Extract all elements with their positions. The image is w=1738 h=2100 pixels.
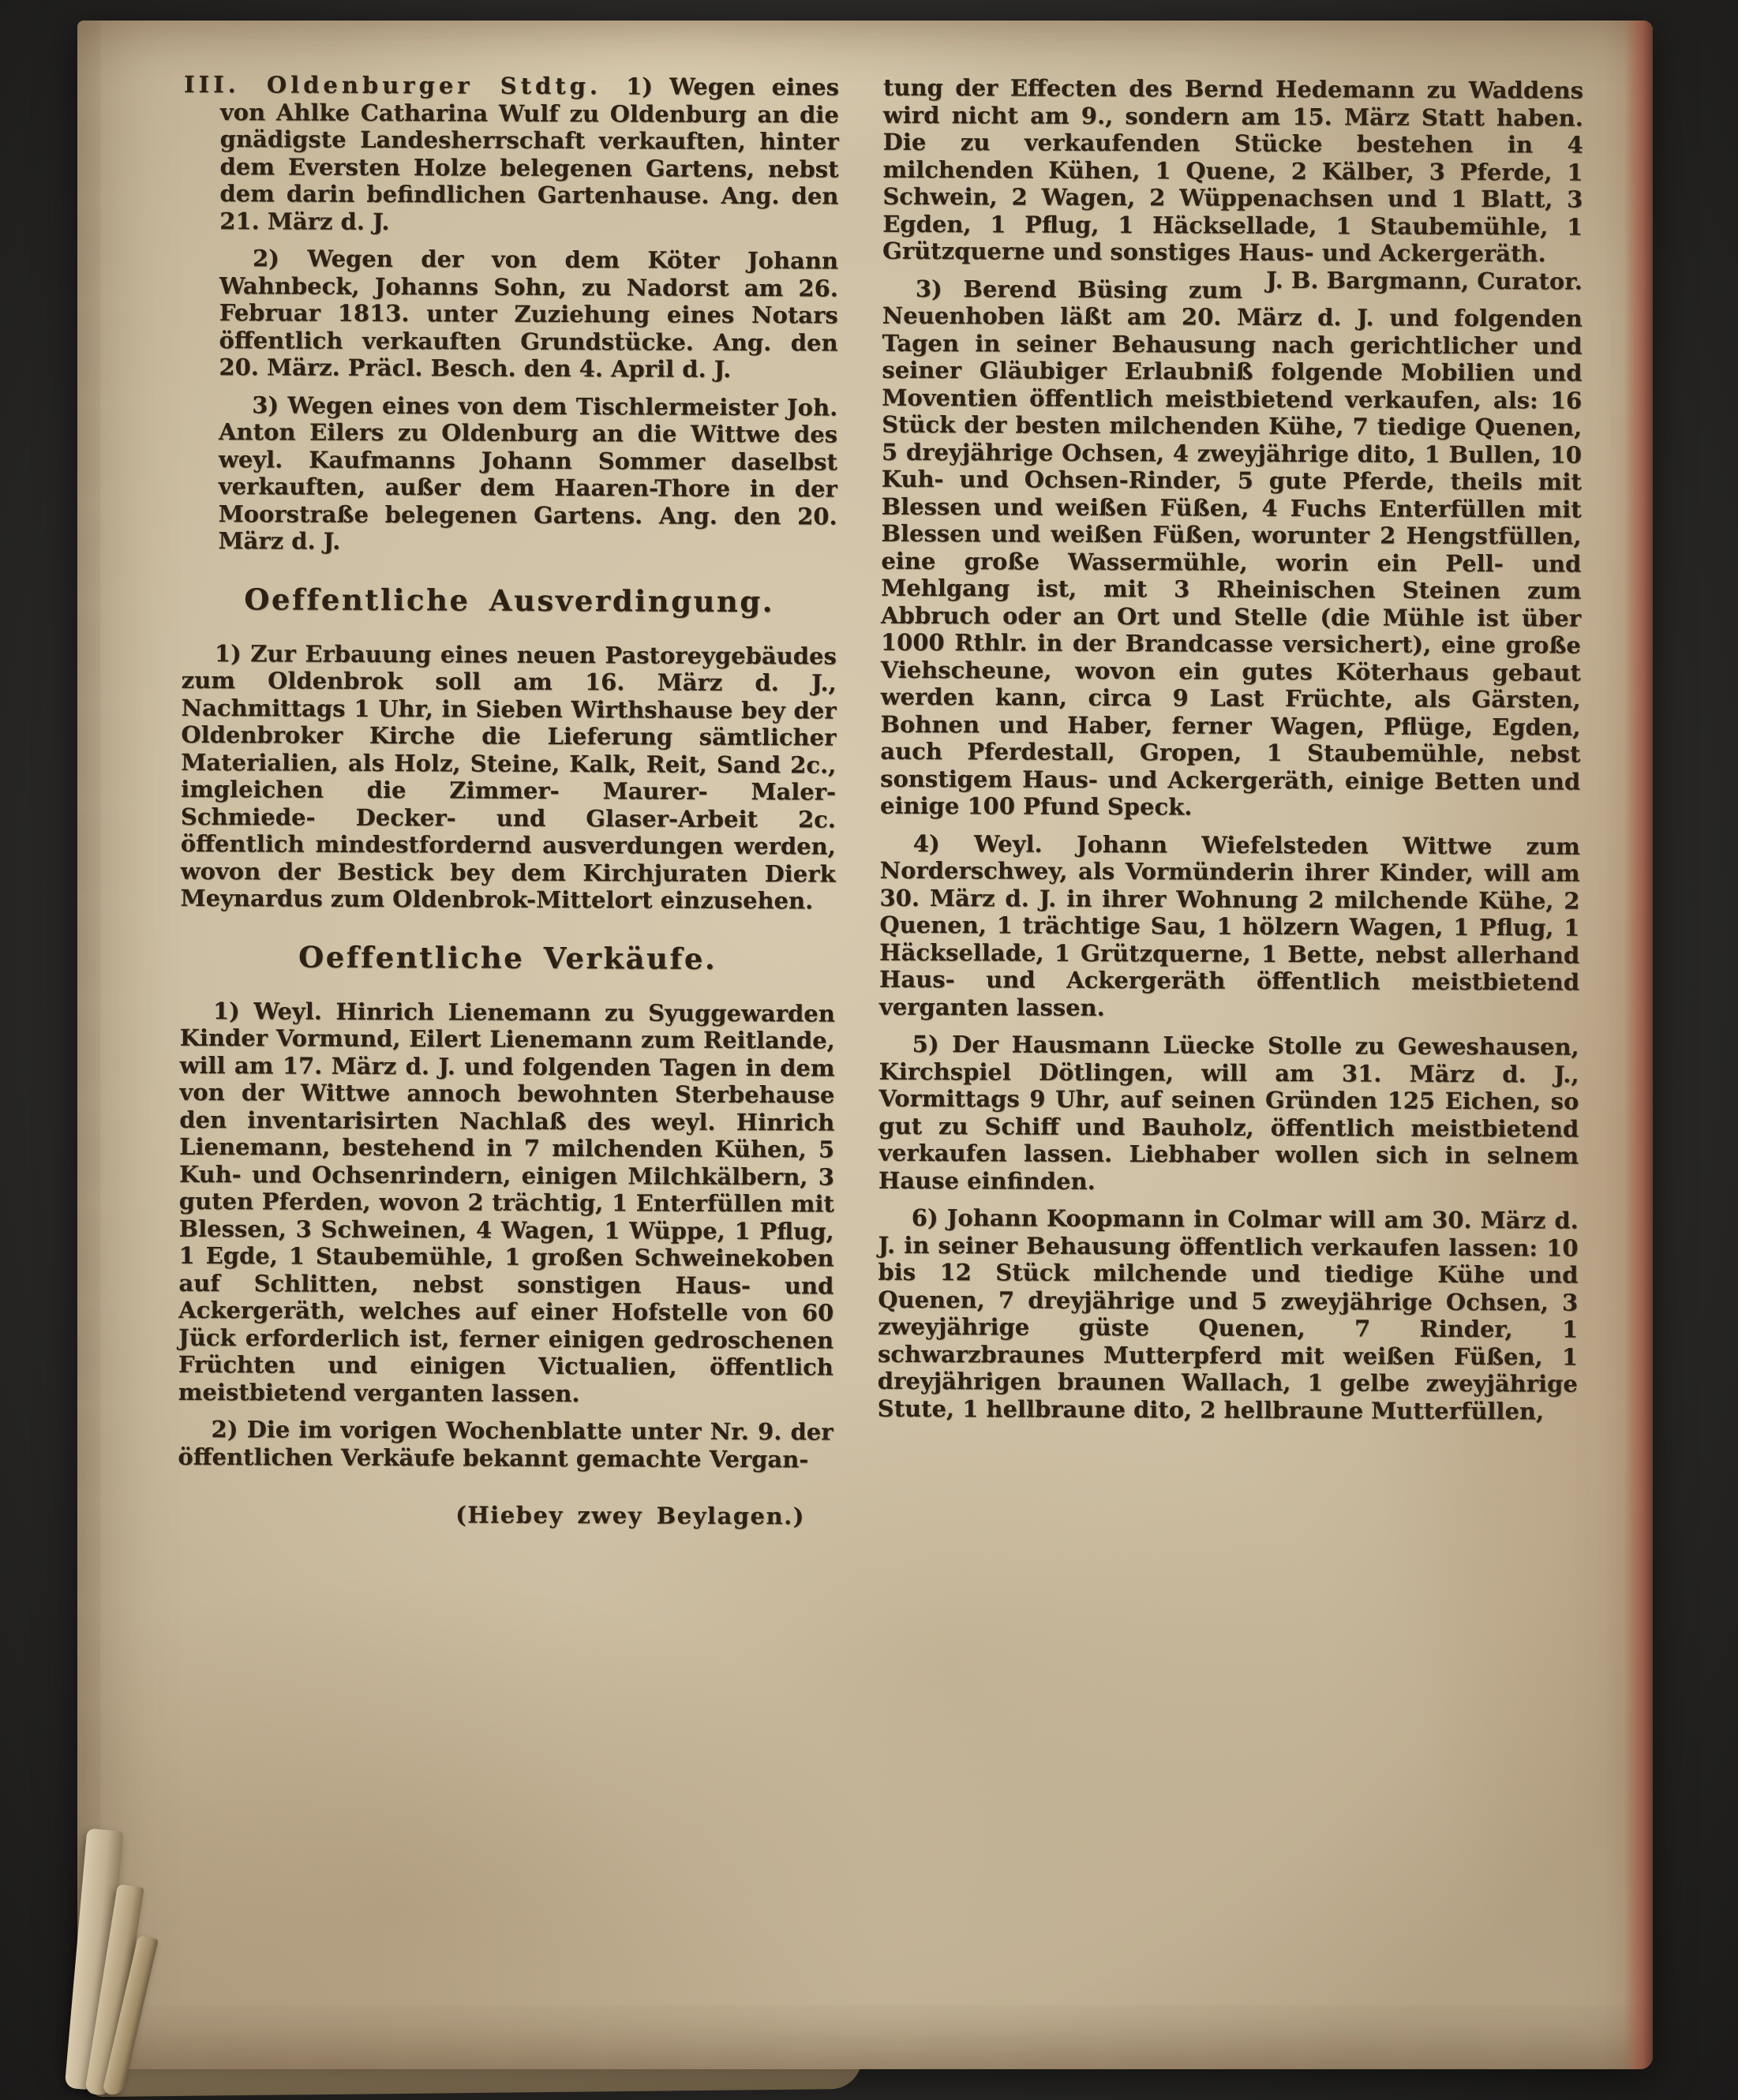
page-footer: (Hiebey zwey Beylagen.) — [455, 1501, 806, 1530]
section-heading-ausverdingung: Oeffentliche Ausverdingung. — [244, 581, 775, 619]
paragraph-notice-3: 3) Wegen eines von dem Tischlermeister Joh. Anton Eilers zu Oldenburg an die Wittwe des weyl. Kaufmanns Johann Sommer daselbst verkauften, außer dem Haaren-Thore in der Moorstraße belegenen Gartens. Ang. den 20. März d. J. — [218, 391, 838, 555]
paragraph-ausverdingung-1: 1) Zur Erbauung eines neuen Pastoreygebäudes zum Oldenbrok soll am 16. März d. J., Nachmittags 1 Uhr, in Sieben Wirthshause bey der Oldenbroker Kirche die Lieferung sämtlicher Materialien, als Holz, Steine, Kalk, Reit, Sand 2c., imgleichen die Zimmer- Maurer- Maler- Schmiede- Decker- und Glaser-Arbeit 2c. öffentlich mindestfordernd ausverdungen werden, wovon der Bestick bey dem Kirchjuraten Dierk Meynardus zum Oldenbrok-Mittelort einzusehen. — [180, 639, 837, 915]
left-column — [178, 71, 839, 1484]
paragraph-sale-6: 6) Johann Koopmann in Colmar will am 30. März d. J. in seiner Behausung öffentlich verkaufen lassen: 10 bis 12 Stück milchende und tiedige Kühe und Quenen, 7 dreyjährige und 5 zweyjährige Ochsen, 3 zweyjährige güste Quenen, 7 Rinder, 1 schwarzbraunes Mutterpferd mit weißen Füßen, 1 dreyjährigen braunen Wallach, 1 gelbe zweyjährige Stute, 1 hellbraune dito, 2 hellbraune Mutterfüllen, — [877, 1203, 1579, 1424]
scanned-page — [77, 21, 1653, 2069]
paragraph-verkaeufe-1: 1) Weyl. Hinrich Lienemann zu Syuggewarden Kinder Vormund, Eilert Lienemann zum Reitlande, will am 17. März d. J. und folgenden Tagen in dem von der Wittwe annoch bewohnten Sterbehause den inventarisirten Nachlaß des weyl. Hinrich Lienemann, bestehend in 7 milchenden Kühen, 5 Kuh- und Ochsenrindern, einigen Milchkälbern, 3 guten Pferden, wovon 2 trächtig, 1 Enterfüllen mit Blessen, 3 Schweinen, 4 Wagen, 1 Wüppe, 1 Pflug, 1 Egde, 1 Staubemühle, 1 großen Schweinekoben auf Schlitten, nebst sonstigen Haus- und Ackergeräth, welches auf einer Hofstelle von 60 Jück erforderlich ist, ferner einigen gedroschenen Früchten und einigen Victualien, öffentlich meistbietend verganten lassen. — [178, 997, 835, 1407]
paragraph-notice-2: 2) Wegen der von dem Köter Johann Wahnbeck, Johanns Sohn, zu Nadorst am 26. Februar 1813. unter Zuziehung eines Notars öffentlich verkauften Grundstücke. Ang. den 20. März. Präcl. Besch. den 4. April d. J. — [219, 245, 839, 383]
paragraph-verkaeufe-2: 2) Die im vorigen Wochenblatte unter Nr. 9. der öffentlichen Verkäufe bekannt gemachte Vergan- — [178, 1416, 833, 1473]
paragraph-sale-5: 5) Der Hausmann Lüecke Stolle zu Geweshausen, Kirchspiel Dötlingen, will am 31. März d. J., Vormittags 9 Uhr, auf seinen Gründen 125 Eichen, so gut zu Schiff und Bauholz, öffentlich meistbietend verkaufen lassen. Liebhaber wollen sich in selnem Hause einfinden. — [878, 1030, 1579, 1195]
paragraph-sale-4: 4) Weyl. Johann Wiefelsteden Wittwe zum Norderschwey, als Vormünderin ihrer Kinder, will am 30. März d. J. in ihrer Wohnung 2 milchende Kühe, 2 Quenen, 1 trächtige Sau, 1 hölzern Wagen, 1 Pflug, 1 Häcksellade, 1 Grützquerne, 1 Bette, nebst allerhand Haus- und Ackergeräth öffentlich meistbietend verganten lassen. — [878, 829, 1580, 1021]
text-columns — [178, 71, 1583, 1487]
paragraph-text: 1) Wegen eines von Ahlke Catharina Wulf zu Oldenburg an die gnädigste Landesherrschaft verkauften, hinter dem Eversten Holze belegenen Gartens, nebst dem darin befindlichen Gartenhause. Ang. den 21. März d. J. — [219, 73, 840, 235]
page-content — [178, 71, 1583, 1534]
right-column — [877, 74, 1583, 1487]
section-heading-verkaeufe: Oeffentliche Verkäufe. — [298, 939, 717, 976]
page-fore-edge — [1624, 21, 1653, 2069]
paragraph-continuation — [882, 73, 1584, 295]
paragraph-notice-1 — [183, 70, 840, 237]
section-inline-heading: III. Oldenburger Stdtg. — [183, 70, 602, 100]
curator-signature: J. B. Bargmann, Curator. — [1266, 266, 1583, 295]
paragraph-sale-3: 3) Berend Büsing zum Neuenhoben läßt am 20. März d. J. und folgenden Tagen in seiner Behausung nach gerichtlicher und seiner Gläubiger Erlaubniß folgende Mobilien und Moventien öffentlich meistbietend verkaufen, als: 16 Stück der besten milchenden Kühe, 7 tiedige Quenen, 5 dreyjährige Ochsen, 4 zweyjährige dito, 1 Bullen, 10 Kuh- und Ochsen-Rinder, 5 gute Pferde, theils mit Blessen und weißen Füßen, 4 Fuchs Enterfüllen mit Blessen und weißen Füßen, worunter 2 Hengstfüllen, eine große Wassermühle, worin ein Pell- und Mehlgang ist, mit 3 Rheinischen Steinen zum Abbruch oder an Ort und Stelle (die Mühle ist über 1000 Rthlr. in der Brandcasse versichert), eine große Viehscheune, wovon ein gutes Köterhaus gebaut werden kann, circa 9 Last Früchte, als Gärsten, Bohnen und Haber, ferner Wagen, Pflüge, Egden, auch Pferdestall, Gropen, 1 Staubemühle, nebst sonstigem Haus- und Ackergeräth, einige Betten und einige 100 Pfund Speck. — [879, 275, 1583, 821]
notice-block-oldenburger-stdtg — [182, 71, 839, 557]
paragraph-text: tung der Effecten des Bernd Hedemann zu Waddens wird nicht am 9., sondern am 15. März Statt haben. Die zu verkaufenden Stücke bestehen in 4 milchenden Kühen, 1 Quene, 2 Kälber, 3 Pferde, 1 Schwein, 2 Wagen, 2 Wüppenachsen und 1 Blatt, 3 Egden, 1 Pflug, 1 Häcksellade, 1 Staubemühle, 1 Grützquerne und sonstiges Haus- und Ackergeräth. — [882, 73, 1584, 268]
